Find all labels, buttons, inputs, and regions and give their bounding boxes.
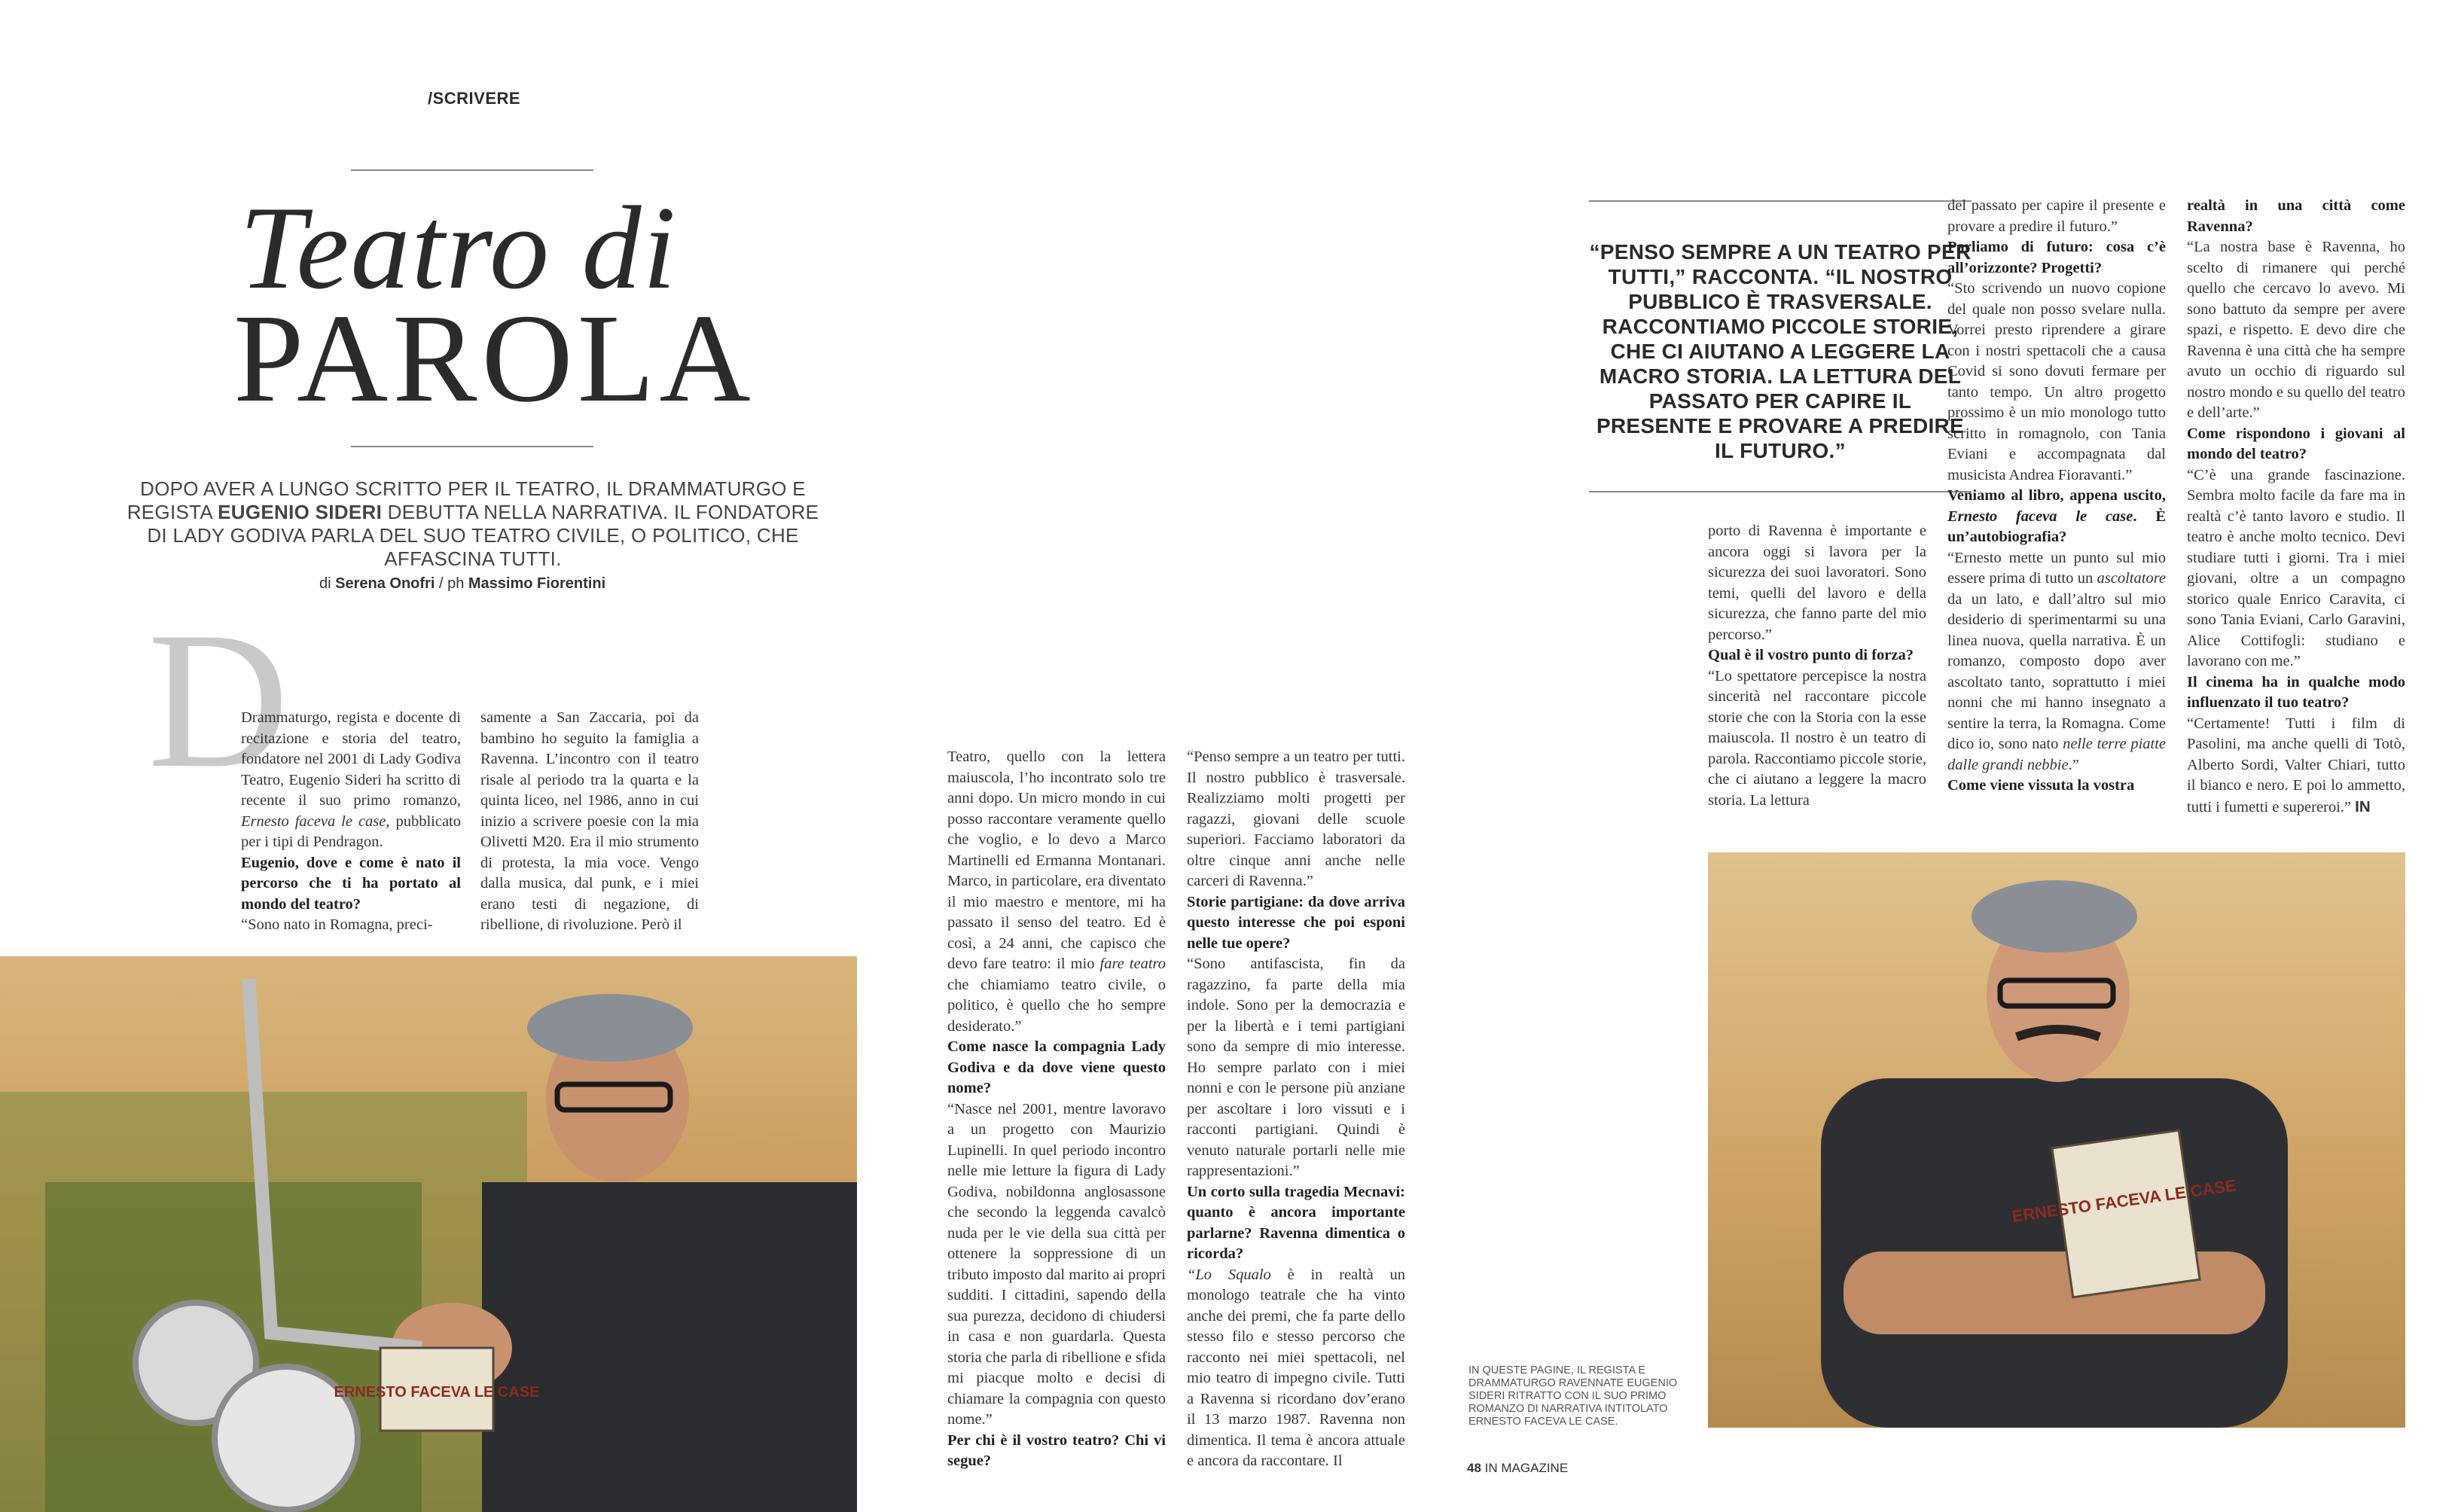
col3-answer-1: “Nasce nel 2001, mentre lavoravo a un progetto con Maurizio Lupinelli. In quel periodo incontro nelle mie letture la figura di Lady Godiva, nobildonna anglosassone che secondo la leggenda cavalcò nuda per le vie della sua città per ottenere la soppressione di un tributo imposto dal marito ai propri sudditi. I cittadini, sapendo della sua purezza, decidono di chiudersi in casa e non guardarla. Questa storia che parla di ribellione e sfida mi piacque molto e decisi di chiamare la compagnia con questo nome.” (947, 1100, 1166, 1428)
col3-italic: fare teatro (1099, 956, 1166, 972)
col5-question-1: Qual è il vostro punto di forza? (1708, 647, 1914, 663)
col1-text: Drammaturgo, regista e docente di recitazione e storia del teatro, fondatore nel 2001 di Lady Godiva Teatro, Eugenio Sideri ha scritto di recente il suo primo romanzo, (241, 709, 461, 809)
page-folio (1467, 1461, 1568, 1476)
col1-answer: “Sono nato in Romagna, preci- (241, 916, 433, 933)
col6-answer-3c: .” (2068, 756, 2079, 773)
col3-question-1: Come nasce la compagnia Lady Godiva e da dove viene questo nome? (947, 1038, 1166, 1096)
col7-question-3: Il cinema ha in qualche modo influenzato il tuo teatro? (2187, 673, 2405, 711)
col7-answer-2: “C’è una grande fascinazione. Sembra molto facile da fare ma in realtà c’è tanto lavoro e studio. Il teatro è anche molto tecnico. Devi studiare tutti i giorni. Tra i miei giovani, oltre a un compagno storico quale Enrico Caravita, ci sono Tania Eviani, Carlo Garavini, Alice Cottifogli: studiano e lavorano con me.” (2187, 466, 2405, 669)
byline-di: di (319, 575, 331, 592)
title-rule-bottom (351, 446, 593, 447)
photo-author-motorcycle (0, 956, 857, 1512)
article-title-line2: PAROLA (233, 288, 755, 428)
col3-question-2: Per chi è il vostro teatro? Chi vi segue? (947, 1431, 1166, 1469)
standfirst-name: EUGENIO SIDERI (218, 501, 383, 523)
book-cover-left: ERNESTO FACEVA LE CASE (334, 1384, 540, 1401)
col6-italic-1: ascoltatore (2097, 570, 2167, 587)
col3-text-b: che chiamiamo teatro civile, o politico, è quello che ho sempre desiderato.” (947, 976, 1166, 1035)
col5-answer-2: “Lo spettatore percepisce la nostra sincerità nel raccontare piccole storie che con la Storia con la esse maiuscola. Il nostro è un teatro di parola. Raccontiamo piccole storie, che ci aiutano a leggere la macro storia. La lettura (1708, 667, 1926, 809)
column-6 (1947, 196, 2166, 797)
drop-cap: D (148, 592, 289, 809)
col4-italic: “Lo Squalo (1187, 1266, 1271, 1283)
pullquote-rule-bottom (1589, 491, 1972, 492)
col7-question-1: realtà in una città come Ravenna? (2187, 197, 2405, 235)
book-cover-right: ERNESTO FACEVA LE CASE (2011, 1175, 2237, 1226)
photo-caption: IN QUESTE PAGINE, IL REGISTA E DRAMMATURGO RAVENNATE EUGENIO SIDERI RITRATTO CON IL SUO PRIMO ROMANZO DI NARRATIVA INTITOLATO ERNESTO FACEVA LE CASE. (1468, 1364, 1678, 1428)
magazine-name: IN MAGAZINE (1484, 1461, 1569, 1475)
col6-answer-1: del passato per capire il presente e provare a predire il futuro.” (1947, 197, 2166, 235)
section-label: /SCRIVERE (428, 89, 521, 108)
byline (319, 575, 605, 593)
pull-quote: “PENSO SEMPRE A UN TEATRO PER TUTTI,” RACCONTA. “IL NOSTRO PUBBLICO È TRASVERSALE. RACCONTIAMO PICCOLE STORIE, CHE CI AIUTANO A LEGGERE LA MACRO STORIA. LA LETTURA DEL PASSATO PER CAPIRE IL PRESENTE E PROVARE A PREDIRE IL FUTURO.” (1589, 240, 1972, 462)
column-1 (241, 708, 461, 936)
col1-question: Eugenio, dove e come è nato il percorso che ti ha portato al mondo del teatro? (241, 854, 461, 913)
col6-italic-2: nelle terre piatte dalle grandi nebbie (1947, 736, 2167, 773)
end-mark: IN (2355, 797, 2371, 815)
col4-question-1: Storie partigiane: da dove arriva questo interesse che poi esponi nelle tue opere? (1187, 893, 1405, 952)
byline-author: Serena Onofri (335, 575, 435, 592)
photo-author-portrait (1708, 852, 2405, 1428)
pullquote-rule-top (1589, 200, 1972, 202)
col6-answer-2: “Sto scrivendo un nuovo copione del quale non posso svelare nulla. Vorrei presto riprendere a girare con i nostri spettacoli che a causa Covid si sono dovuti fermare per tanto tempo. Un altro progetto prossimo è un mio monologo tutto scritto in romagnolo, con Tania Eviani e accompagnata dal musicista Andrea Fioravanti.” (1947, 280, 2166, 483)
col4-answer-2: “Sono antifascista, fin da ragazzino, fa parte della mia indole. Sono per la democrazia e per la libertà e i temi partigiani sono da sempre di mio interesse. Ho sempre parlato con i miei nonni e con le persone più anziane per ascoltare i loro vissuti e i racconti partigiani. Quindi è venuto naturale portarli nelle mie rappresentazioni.” (1187, 956, 1405, 1179)
column-3 (947, 747, 1166, 1472)
standfirst (119, 477, 827, 571)
col2-text: samente a San Zaccaria, poi da bambino ho seguito la famiglia a Ravenna. L’incontro con il teatro risale al periodo tra la quarta e la quinta liceo, nel 1986, anno in cui inizio a scrivere poesie con la mia Olivetti M20. Era il mio strumento di protesta, la mia voce. Vengo dalla musica, dal punk, e i miei erano testi di negazione, di ribellione, di rivoluzione. Però il (480, 709, 699, 933)
byline-photographer: Massimo Fiorentini (468, 575, 606, 592)
col6-question-2-end: . È un’autobiografia? (1947, 508, 2166, 545)
col4-question-2: Un corto sulla tragedia Mecnavi: quanto è ancora importante parlarne? Ravenna dimentica o ricorda? (1187, 1183, 1405, 1262)
article-title-line1: Teatro di (239, 182, 678, 314)
col6-answer-3: “Ernesto mette un punto sul mio essere prima di tutto un (1947, 549, 2166, 587)
col7-answer-1: “La nostra base è Ravenna, ho scelto di rimanere qui perché quello che cercavo lo avevo. Mi sono battuto da sempre per avere spazi, e rispetto. E devo dire che Ravenna è una città che ha sempre avuto un occhio di riguardo sul nostro mondo e su quello del teatro e dell’arte.” (2187, 239, 2405, 421)
byline-ph: ph (447, 575, 465, 592)
col1-book-title: Ernesto faceva le case (241, 812, 386, 830)
standfirst-text-end: DEBUTTA NELLA NARRATIVA. IL FONDATORE DI LADY GODIVA PARLA DEL SUO TEATRO CIVILE, O POLITICO, CHE AFFASCINA TUTTI. (147, 501, 819, 570)
col7-question-2: Come rispondono i giovani al mondo del teatro? (2187, 425, 2405, 462)
col4-answer-3: è in realtà un monologo teatrale che ha vinto anche dei premi, che fa parte dello stesso filo e stesso percorso che racconto nei miei spettacoli, nel mio teatro di impegno civile. Tutti a Ravenna si ricordano dov’erano il 13 marzo 1987. Ravenna non dimentica. Il tema è ancora attuale e ancora da raccontare. Il (1187, 1266, 1406, 1469)
col7-answer-3: “Certamente! Tutti i film di Pasolini, ma anche quelli di Totò, Alberto Sordi, Valter Chiari, tutto il bianco e nero. E poi lo ammetto, tutti i fumetti e supereroi.” (2187, 715, 2405, 815)
column-5 (1708, 521, 1926, 811)
column-7 (2187, 196, 2405, 818)
standfirst-text: DOPO AVER A LUNGO SCRITTO PER IL TEATRO, IL DRAMMATURGO E REGISTA (127, 477, 806, 523)
column-4 (1187, 747, 1405, 1472)
page-number: 48 (1467, 1461, 1481, 1475)
col5-answer-1: porto di Ravenna è importante e ancora oggi si lavora per la sicurezza dei suoi lavoratori. Sono temi, quelli del lavoro e della sicurezza, che fanno parte del mio percorso.” (1708, 523, 1926, 643)
col1-text-end: , pubblicato per i tipi di Pendragon. (241, 812, 461, 850)
col6-question-2: Veniamo al libro, appena uscito, (1947, 487, 2166, 504)
title-rule-top (351, 169, 593, 171)
col4-answer-1: “Penso sempre a un teatro per tutti. Il nostro pubblico è trasversale. Realizziamo molti progetti per ragazzi, giovani delle scuole superiori. Facciamo laboratori da oltre cinque anni anche nelle carceri di Ravenna.” (1187, 748, 1405, 889)
col6-answer-3b: da un lato, e dall’altro sul mio desiderio di sperimentarmi su una linea nuova, quella narrativa. È un romanzo, composto dopo aver ascoltato tanto, soprattutto i miei nonni che mi hanno insegnato a sentire la terra, la Romagna. Come dico io, sono nato (1947, 590, 2166, 752)
col6-question-3: Come viene vissuta la vostra (1947, 777, 2135, 794)
byline-separator: / (435, 575, 448, 592)
col6-book-title: Ernesto faceva le case (1947, 508, 2133, 525)
col3-text: Teatro, quello con la lettera maiuscola, l’ho incontrato solo tre anni dopo. Un micro mondo in cui posso raccontare veramente quello che voglio, e lo devo a Marco Martinelli ed Ermanna Montanari. Marco, in particolare, era diventato il mio maestro e mentore, mi ha passato il senso del teatro. Ed è così, a 24 anni, che capisco che devo fare teatro: il mio (947, 748, 1166, 972)
col6-question-1: Parliamo di futuro: cosa c’è all’orizzonte? Progetti? (1947, 239, 2166, 276)
column-2 (480, 708, 699, 936)
